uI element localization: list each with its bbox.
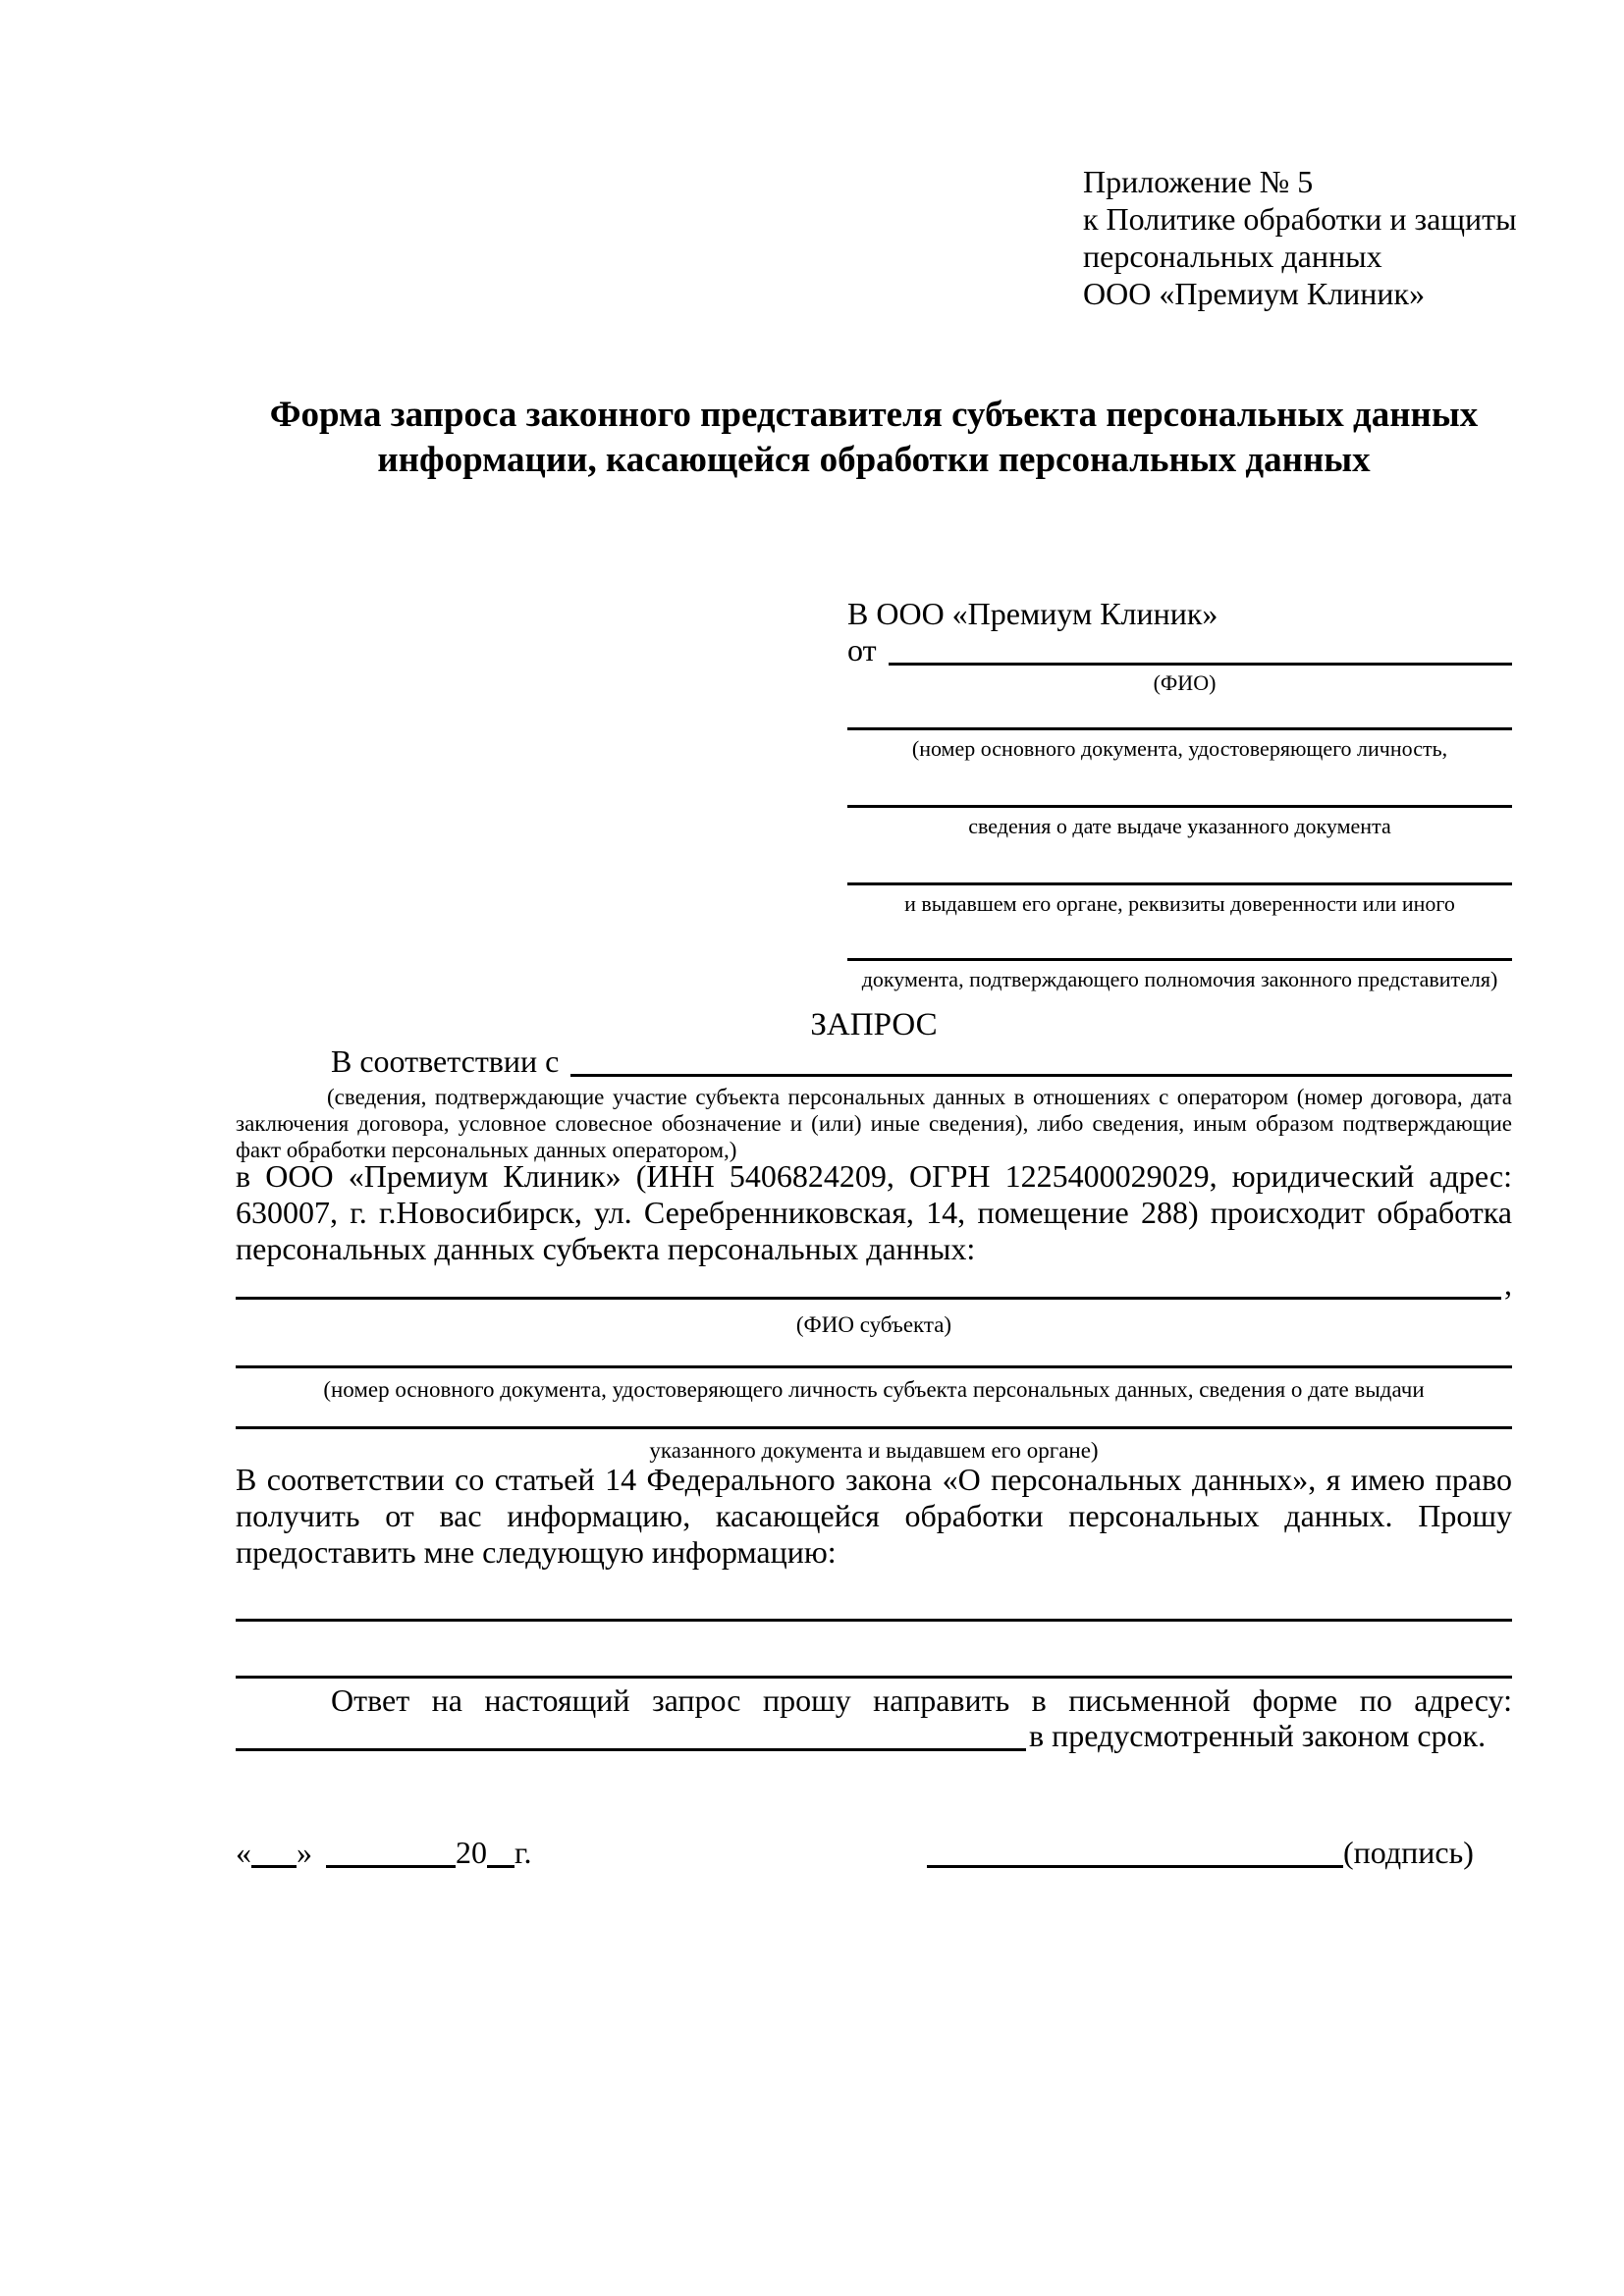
request-heading: ЗАПРОС xyxy=(810,1007,938,1042)
law-paragraph: В соответствии со статьей 14 Федерального закона «О персональных данных», я имею право получить от вас информацию, касающейся обработки персональных данных. Прошу предоставить мне следующую информацию: xyxy=(236,1462,1512,1570)
subject-doc-caption-1: (номер основного документа, удостоверяющего личность субъекта персональных данных, сведения о дате выдачи xyxy=(323,1377,1425,1402)
information-blank-line-1 xyxy=(236,1619,1512,1622)
appendix-line-1: Приложение № 5 xyxy=(1083,164,1314,199)
subject-doc-blank-line-2 xyxy=(236,1426,1512,1429)
representative-doc-caption-3: и выдавшем его органе, реквизиты доверенности или иного xyxy=(904,891,1455,916)
information-blank-line-2 xyxy=(236,1676,1512,1679)
date-month-blank xyxy=(326,1865,456,1868)
subject-line-comma: , xyxy=(1504,1266,1512,1302)
representative-doc-blank-line-3 xyxy=(847,882,1512,885)
intro-prefix: В соответствии с xyxy=(331,1043,560,1079)
subject-doc-caption-2: указанного документа и выдавшем его органе) xyxy=(649,1438,1099,1463)
addressee-organization: В ООО «Премиум Клиник» xyxy=(847,596,1218,631)
representative-doc-blank-line-2 xyxy=(847,805,1512,808)
title-line-1: Форма запроса законного представителя субъекта персональных данных xyxy=(269,395,1479,435)
representative-doc-blank-line-4 xyxy=(847,958,1512,961)
subject-fio-blank-line xyxy=(236,1297,1501,1300)
representative-doc-caption-4: документа, подтверждающего полномочия законного представителя) xyxy=(861,967,1498,991)
fio-caption: (ФИО) xyxy=(1153,670,1217,695)
appendix-line-4: ООО «Премиум Клиник» xyxy=(1083,276,1426,311)
subject-fio-caption: (ФИО субъекта) xyxy=(795,1312,952,1337)
from-label: от xyxy=(847,632,877,667)
appendix-line-3: персональных данных xyxy=(1083,239,1382,274)
reply-tail: в предусмотренный законом срок. xyxy=(1029,1718,1487,1753)
date-year-suffix: г. xyxy=(514,1835,532,1870)
subject-doc-blank-line-1 xyxy=(236,1365,1512,1368)
operator-paragraph: в ООО «Премиум Клиник» (ИНН 5406824209, ОГРН 1225400029029, юридический адрес: 630007, г. г.Новосибирск, ул. Серебренниковская, 14, помещение 288) происходит обработка персональных данных субъекта персональных данных: xyxy=(236,1158,1512,1266)
subject-fio-row xyxy=(236,1266,1512,1303)
intro-row xyxy=(236,1042,1512,1080)
appendix-line-2: к Политике обработки и защиты xyxy=(1083,201,1517,237)
addressee-block xyxy=(847,595,1512,992)
date-quote-close: » xyxy=(297,1835,312,1870)
date-year-blank xyxy=(487,1865,514,1868)
date-year-prefix: 20 xyxy=(456,1835,487,1870)
appendix-note xyxy=(1083,163,1517,312)
signature-field xyxy=(927,1835,1474,1871)
intro-blank-line xyxy=(570,1074,1512,1077)
date-day-blank xyxy=(251,1865,297,1868)
date-quote-open: « xyxy=(236,1835,251,1870)
date-field xyxy=(236,1835,532,1871)
representative-name-blank-line xyxy=(889,663,1512,666)
representative-doc-caption-1: (номер основного документа, удостоверяющего личность, xyxy=(911,736,1448,761)
intro-caption: (сведения, подтверждающие участие субъекта персональных данных в отношениях с оператором (номер договора, дата заключения договора, условное словесное обозначение и (или) иные сведения), либо сведения, иным образом подтверждающие факт обработки персональных данных оператором,) xyxy=(236,1085,1512,1162)
title-line-2: информации, касающейся обработки персональных данных xyxy=(377,440,1371,480)
representative-doc-blank-line-1 xyxy=(847,727,1512,730)
reply-paragraph: Ответ на настоящий запрос прошу направить в письменной форме по адресу: xyxy=(331,1682,1512,1718)
signature-row xyxy=(236,1832,1512,1871)
from-row xyxy=(847,632,1512,668)
signature-caption: (подпись) xyxy=(1343,1835,1474,1870)
reply-address-blank-line xyxy=(236,1748,1026,1751)
signature-blank-line xyxy=(927,1865,1343,1868)
reply-address-row xyxy=(236,1718,1512,1754)
representative-doc-caption-2: сведения о дате выдаче указанного документа xyxy=(968,814,1391,838)
document-title xyxy=(236,393,1512,483)
